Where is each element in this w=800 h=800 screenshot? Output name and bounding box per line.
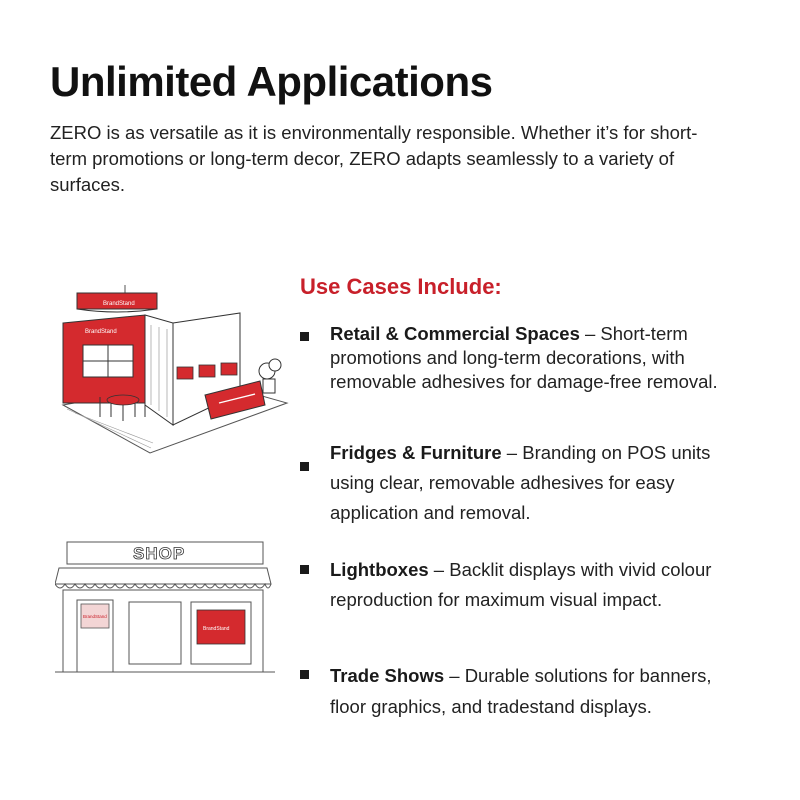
exhibition-booth-illustration (55, 285, 295, 455)
shop-sign-text: SHOP (133, 544, 186, 563)
use-case-title: Trade Shows (330, 665, 445, 686)
use-case-description: – Durable solutions for banners, floor graphics, and tradestand displays. (330, 665, 712, 717)
list-item (300, 438, 745, 528)
shop-front-illustration (55, 540, 275, 675)
square-bullet-icon (300, 332, 309, 341)
use-case-title: Retail & Commercial Spaces (330, 323, 580, 344)
window-poster-text: BrandStand (203, 626, 230, 632)
square-bullet-icon (300, 565, 309, 574)
use-cases-heading: Use Cases Include: (300, 274, 502, 299)
square-bullet-icon (300, 670, 309, 679)
use-case-title: Lightboxes (330, 559, 429, 580)
page-title: Unlimited Applications (50, 58, 493, 105)
door-poster-text: BrandStand (83, 614, 107, 619)
intro-paragraph: ZERO is as versatile as it is environmentally responsible. Whether it’s for short-term promotions or long-term decor, ZERO adapts seamlessly to a variety of surfaces. (50, 122, 698, 195)
list-item (300, 660, 745, 722)
use-case-title: Fridges & Furniture (330, 442, 502, 463)
list-item (300, 555, 745, 615)
use-case-description: – Branding on POS units using clear, removable adhesives for easy application and removal. (330, 442, 711, 523)
list-item (300, 322, 745, 394)
square-bullet-icon (300, 462, 309, 471)
hanging-sign-text: BrandStand (103, 301, 135, 307)
use-case-description: – Backlit displays with vivid colour reproduction for maximum visual impact. (330, 559, 712, 610)
wall-logo-text: BrandStand (85, 329, 117, 335)
use-case-description: – Short-term promotions and long-term decorations, with removable adhesives for damage-free removal. (330, 323, 718, 392)
